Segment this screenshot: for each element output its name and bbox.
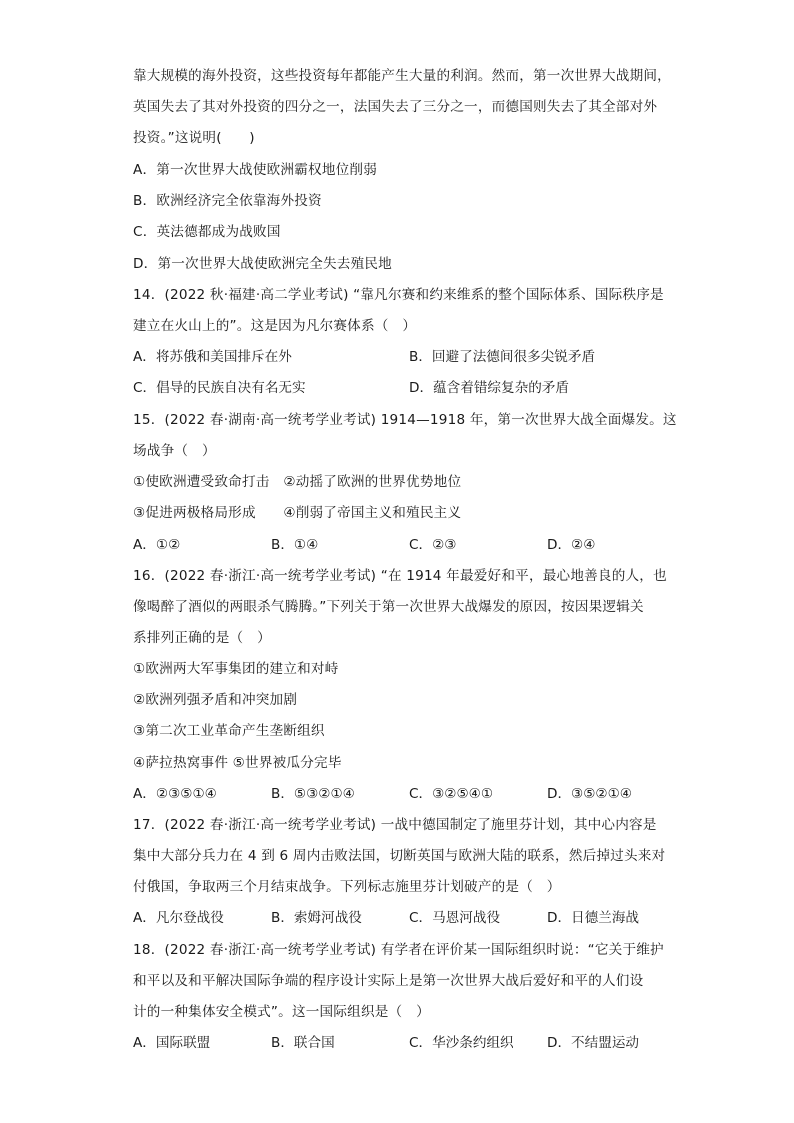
question-15-statement: ③促进两极格局形成 ④削弱了帝国主义和殖民主义 [133,505,462,521]
question-17-option-d[interactable]: D．日德兰海战 [547,910,640,926]
question-16-option-c[interactable]: C．③②⑤④① [409,786,494,802]
question-18-option-a[interactable]: A．国际联盟 [133,1035,211,1051]
question-17-stem-line: 集中大部分兵力在 4 到 6 周内击败法国，切断英国与欧洲大陆的联系，然后掉过头来对 [133,848,666,864]
question-17-stem-line: 付俄国，争取两三个月结束战争。下列标志施里芬计划破产的是（ ） [133,879,561,895]
question-18-option-d[interactable]: D．不结盟运动 [547,1035,640,1051]
question-14-options-row [133,347,673,367]
question-18-option-b[interactable]: B．联合国 [271,1035,335,1051]
question-14-option-b[interactable]: B．回避了法德间很多尖锐矛盾 [409,349,596,365]
question-14-option-c[interactable]: C．倡导的民族自决有名无实 [133,380,306,396]
question-14-stem-line: 建立在火山上的”。这是因为凡尔赛体系（ ） [133,318,417,334]
question-18-stem-line: 和平以及和平解决国际争端的程序设计实际上是第一次世界大战后爱好和平的人们设 [133,973,644,989]
question-16-stem-line: 系排列正确的是（ ） [133,630,271,646]
question-16-statement: ①欧洲两大军事集团的建立和对峙 [133,661,339,677]
question-17-stem-line: 17．(2022 春·浙江·高一统考学业考试) 一战中德国制定了施里芬计划，其中心内容是 [133,817,657,833]
question-13-option-d[interactable]: D．第一次世界大战使欧洲完全失去殖民地 [133,256,392,272]
question-15-statement: ①使欧洲遭受致命打击 ②动摇了欧洲的世界优势地位 [133,474,462,490]
question-15-option-d[interactable]: D．②④ [547,537,596,553]
question-17-options-row [133,908,673,928]
question-17-option-b[interactable]: B．索姆河战役 [271,910,362,926]
question-16-statement: ④萨拉热窝事件 ⑤世界被瓜分完毕 [133,755,342,771]
question-13-stem-line: 靠大规模的海外投资，这些投资每年都能产生大量的利润。然而，第一次世界大战期间， [133,68,671,84]
question-16-option-d[interactable]: D．③⑤②①④ [547,786,632,802]
question-14-options-row [133,378,673,398]
question-14-option-d[interactable]: D．蕴含着错综复杂的矛盾 [409,380,569,396]
question-16-statement: ②欧洲列强矛盾和冲突加剧 [133,692,298,708]
question-15-stem-line: 15．(2022 春·湖南·高一统考学业考试) 1914—1918 年，第一次世界大战全面爆发。这 [133,412,677,428]
question-13-option-c[interactable]: C．英法德都成为战败国 [133,224,281,240]
question-15-options-row [133,535,673,555]
question-18-stem-line: 18．(2022 春·浙江·高一统考学业考试) 有学者在评价某一国际组织时说：“它关于维护 [133,942,664,958]
question-15-stem-line: 场战争（ ） [133,443,216,459]
question-13-option-a[interactable]: A．第一次世界大战使欧洲霸权地位削弱 [133,162,377,178]
question-16-stem-line: 16．(2022 春·浙江·高一统考学业考试) “在 1914 年最爱好和平，最心地善良的人，也 [133,568,667,584]
question-18-option-c[interactable]: C．华沙条约组织 [409,1035,514,1051]
question-17-option-c[interactable]: C．马恩河战役 [409,910,501,926]
question-16-stem-line: 像喝醉了酒似的两眼杀气腾腾。”下列关于第一次世界大战爆发的原因，按因果逻辑关 [133,599,644,615]
question-16-options-row [133,784,673,804]
question-15-option-c[interactable]: C．②③ [409,537,457,553]
question-13-stem-line: 英国失去了其对外投资的四分之一，法国失去了三分之一，而德国则失去了其全部对外 [133,99,658,115]
question-16-option-a[interactable]: A．②③⑤①④ [133,786,217,802]
question-18-stem-line: 计的一种集体安全模式”。这一国际组织是（ ） [133,1004,430,1020]
question-15-option-b[interactable]: B．①④ [271,537,319,553]
question-16-option-b[interactable]: B．⑤③②①④ [271,786,355,802]
question-13-option-b[interactable]: B．欧洲经济完全依靠海外投资 [133,193,322,209]
question-14-option-a[interactable]: A．将苏俄和美国排斥在外 [133,349,292,365]
question-16-statement: ③第二次工业革命产生垄断组织 [133,723,325,739]
question-14-stem-line: 14．(2022 秋·福建·高二学业考试) “靠凡尔赛和约来维系的整个国际体系、国际秩序是 [133,287,664,303]
question-13-stem-line: 投资。”这说明( ) [133,130,255,146]
question-17-option-a[interactable]: A．凡尔登战役 [133,910,224,926]
question-15-option-a[interactable]: A．①② [133,537,181,553]
question-18-options-row [133,1033,673,1053]
